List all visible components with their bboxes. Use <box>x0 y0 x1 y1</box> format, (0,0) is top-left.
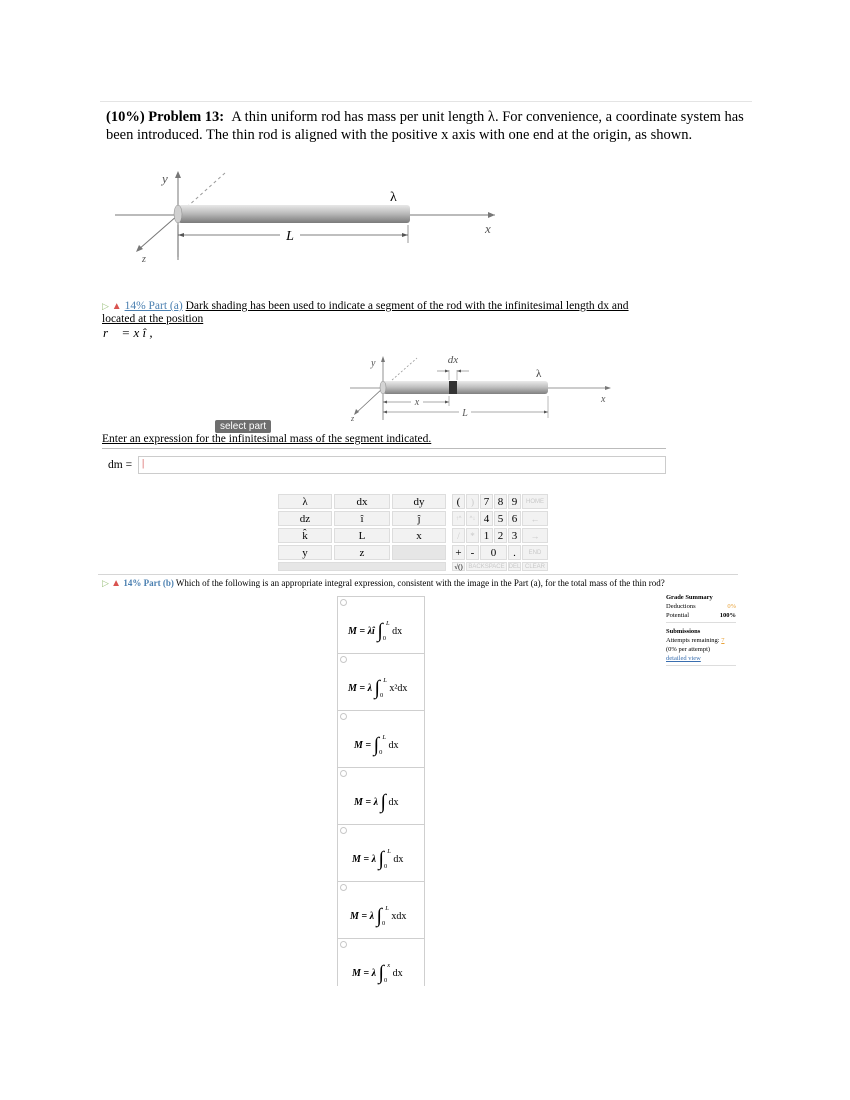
part-a-header[interactable] <box>102 300 662 326</box>
x-length-label: x <box>414 397 420 408</box>
keypad-var-L[interactable]: L <box>334 528 390 543</box>
choice-expression: M = λ $\int_0^L$ xdx <box>350 905 407 927</box>
per-attempt: (0% per attempt) <box>666 646 711 653</box>
submissions-title: Submissions <box>666 628 701 635</box>
part-a-prompt: Enter an expression for the infinitesimal mass of the segment indicated. <box>102 433 432 445</box>
radio-button[interactable] <box>340 713 347 720</box>
key-end[interactable]: END <box>522 545 548 560</box>
key-subscript[interactable]: ^↓ <box>466 511 479 526</box>
key-minus[interactable]: - <box>466 545 479 560</box>
keypad-var-j-hat[interactable]: ĵ <box>392 511 446 526</box>
key-left-arrow[interactable]: ← <box>522 511 548 526</box>
key-0[interactable]: 0 <box>480 545 507 560</box>
top-divider <box>100 101 752 102</box>
key-5[interactable]: 5 <box>494 511 507 526</box>
rod <box>178 205 410 223</box>
keypad-var-k-hat[interactable]: k̂ <box>278 528 332 543</box>
expand-arrow-icon[interactable]: ▷ <box>102 301 109 311</box>
key-backspace[interactable]: BACKSPACE <box>466 562 507 571</box>
choice-expression: M = λ $\int_0^L$ x²dx <box>348 677 408 699</box>
problem-statement <box>106 108 756 144</box>
choice-expression: M = λ ∫ dx <box>354 791 399 813</box>
part-b-divider <box>98 574 738 575</box>
key-delete[interactable]: DEL <box>508 563 521 570</box>
keypad-var-y[interactable]: y <box>278 545 332 560</box>
potential-row: Potential 100% <box>666 612 736 619</box>
choice-option[interactable] <box>338 825 424 882</box>
choice-option[interactable] <box>338 711 424 768</box>
choice-expression: $M = \int_0^L$ dx <box>354 734 399 756</box>
problem-weight: (10%) <box>106 109 145 125</box>
symbol-keypad <box>278 494 586 571</box>
y-label: y <box>371 358 376 369</box>
deductions-row: Deductions 0% <box>666 603 736 610</box>
keypad-var-dx[interactable]: dx <box>334 494 390 509</box>
part-b-title[interactable]: 14% Part (b) <box>123 578 174 588</box>
z-label: z <box>351 414 355 423</box>
key-3[interactable]: 3 <box>508 528 521 543</box>
part-a-description: Dark shading has been used to indicate a segment of the rod with the infinitesimal length dx and located at the position <box>102 300 629 325</box>
key-9[interactable]: 9 <box>508 494 521 509</box>
radio-button[interactable] <box>340 827 347 834</box>
answer-input[interactable]: | <box>138 456 666 474</box>
key-open-paren[interactable]: ( <box>452 494 465 509</box>
choice-option[interactable] <box>338 939 424 987</box>
rod-figure <box>110 165 510 265</box>
key-6[interactable]: 6 <box>508 511 521 526</box>
y-label: y <box>162 171 168 186</box>
z-axis <box>138 215 178 250</box>
lambda-label: λ <box>390 190 397 205</box>
choice-option[interactable] <box>338 597 424 654</box>
x-label: x <box>485 221 491 236</box>
radio-button[interactable] <box>340 770 347 777</box>
x-label: x <box>601 394 606 405</box>
key-superscript[interactable]: ↑^ <box>452 511 465 526</box>
radio-button[interactable] <box>340 941 347 948</box>
keypad-var-dz[interactable]: dz <box>278 511 332 526</box>
problem-label: Problem 13: <box>148 109 225 125</box>
radio-button[interactable] <box>340 884 347 891</box>
key-close-paren[interactable]: ) <box>466 494 479 509</box>
part-b-header[interactable] <box>102 578 742 589</box>
choice-expression: M = λ $\int_0^x$ dx <box>352 962 403 984</box>
choice-option[interactable] <box>338 654 424 711</box>
expand-arrow-icon[interactable]: ▷ <box>102 578 109 588</box>
key-clear[interactable]: CLEAR <box>522 562 548 571</box>
shaded-segment <box>449 381 457 394</box>
keypad-empty <box>392 545 446 560</box>
key-4[interactable]: 4 <box>480 511 493 526</box>
dm-label: dm = <box>108 459 133 471</box>
choice-list <box>337 596 425 986</box>
keypad-var-dy[interactable]: dy <box>392 494 446 509</box>
detailed-view-link[interactable]: detailed view <box>666 655 701 662</box>
problem-text: A thin uniform rod has mass per unit length λ. For convenience, a coordinate system has been introduced. The thin rod is aligned with the positive x axis with one end at the origin, as shown. <box>106 109 744 143</box>
keypad-var-lambda[interactable]: λ <box>278 494 332 509</box>
key-right-arrow[interactable]: → <box>522 528 548 543</box>
dx-label: dx <box>447 354 459 366</box>
rod <box>383 381 548 394</box>
answer-divider <box>102 448 666 449</box>
lambda-label: λ <box>536 368 542 380</box>
segment-figure <box>345 352 615 424</box>
key-divide[interactable]: / <box>452 528 465 543</box>
warning-icon: ▲ <box>111 301 122 312</box>
part-a-title[interactable]: 14% Part (a) <box>124 300 183 312</box>
key-home[interactable]: HOME <box>522 494 548 509</box>
choice-option[interactable] <box>338 768 424 825</box>
radio-button[interactable] <box>340 656 347 663</box>
key-decimal[interactable]: . <box>508 545 521 560</box>
key-8[interactable]: 8 <box>494 494 507 509</box>
key-sqrt[interactable]: √() <box>452 562 465 571</box>
keypad-var-x[interactable]: x <box>392 528 446 543</box>
choice-expression: M = λî $\int_0^L$ dx <box>348 620 403 642</box>
key-7[interactable]: 7 <box>480 494 493 509</box>
length-label: L <box>286 229 294 244</box>
radio-button[interactable] <box>340 599 347 606</box>
grade-summary <box>666 593 736 668</box>
position-vector: r⃗ = x î , <box>103 325 153 340</box>
warning-icon: ▲ <box>111 578 122 589</box>
key-plus[interactable]: + <box>452 545 465 560</box>
keypad-var-i-hat[interactable]: î <box>334 511 390 526</box>
key-multiply[interactable]: * <box>466 528 479 543</box>
keypad-empty-row <box>278 562 446 571</box>
key-2[interactable]: 2 <box>494 528 507 543</box>
key-1[interactable]: 1 <box>480 528 493 543</box>
z-label: z <box>142 254 146 265</box>
length-label: L <box>462 408 468 419</box>
select-part-tooltip[interactable]: select part <box>215 420 271 433</box>
keypad-var-z[interactable]: z <box>334 545 390 560</box>
choice-option[interactable] <box>338 882 424 939</box>
choice-expression: M = λ $\int_0^L$ dx <box>352 848 404 870</box>
attempts-row: Attempts remaining: 7 <box>666 637 725 644</box>
grade-summary-title: Grade Summary <box>666 594 713 601</box>
part-b-question: Which of the following is an appropriate integral expression, consistent with the image in the Part (a), for the total mass of the thin rod? <box>175 578 665 588</box>
